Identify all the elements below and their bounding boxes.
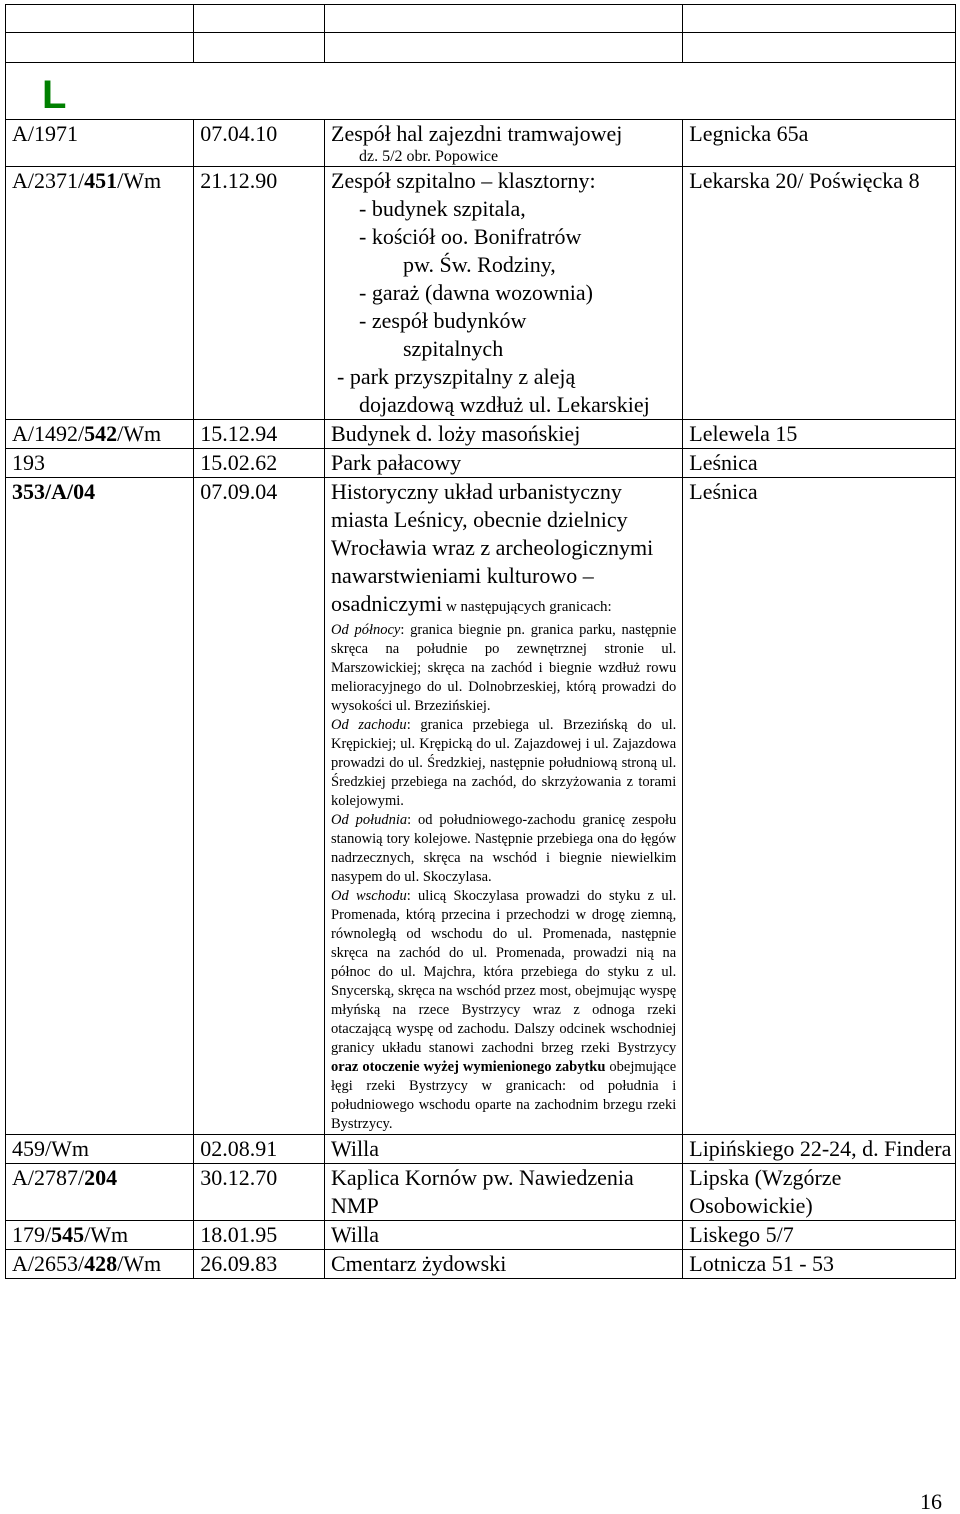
register-number-bold: 204 bbox=[84, 1165, 118, 1190]
object-component-item: pw. Św. Rodziny, bbox=[403, 252, 556, 277]
object-name-cell bbox=[325, 120, 683, 167]
boundary-text: : granica przebiega ul. Brzezińską do ul. Krępickiej; ul. Krępicką do ul. Zajazdowej i ul. Zajazdowa prowadzi do ul. Średzkiej, następnie południową stroną ul. Średzkiej przebiega na zachód, do skrzyżowania z torami kolejowymi. bbox=[331, 717, 677, 809]
register-number-suffix: /Wm bbox=[84, 1222, 129, 1247]
boundary-text: : ulicą Skoczylasa prowadzi do styku z ul. Promenada, którą przecina i przechodzi w drogę ziemną, równoległą od wschodu do ul. Promenada, następnie skręca na zachód do ul. Promenada, prowadzi nią na północ do ul. Majchra, która przebiega do styku z ul. Snycerską, skręca na wschód przez most, obejmując wyspę młyńską na rzece Bystrzycy wraz z odnoga rzeki otaczającą wyspę od zachodu. Dalszy odcinek wschodniej granicy układu stanowi zachodni brzeg rzeki Bystrzycy bbox=[331, 888, 677, 1056]
register-number-bold: 428 bbox=[84, 1251, 118, 1276]
register-number-bold: 542 bbox=[84, 421, 118, 446]
register-number-cell bbox=[6, 449, 194, 478]
register-number-prefix: A/2653/ bbox=[12, 1251, 85, 1276]
section-letter: L bbox=[42, 73, 67, 117]
object-name-cell bbox=[325, 167, 683, 420]
object-name-cell bbox=[325, 478, 683, 1135]
table-row bbox=[6, 167, 956, 420]
date-cell: 26.09.83 bbox=[194, 1250, 325, 1279]
register-number-prefix: 459/Wm bbox=[12, 1136, 89, 1161]
register-number-prefix: 179/ bbox=[12, 1222, 52, 1247]
table-row bbox=[6, 1135, 956, 1164]
address-cell: Liskego 5/7 bbox=[683, 1221, 956, 1250]
register-number-suffix: /Wm bbox=[117, 168, 162, 193]
date-cell: 15.12.94 bbox=[194, 420, 325, 449]
boundary-paragraph bbox=[331, 621, 676, 716]
register-number-cell bbox=[6, 420, 194, 449]
boundary-paragraph bbox=[331, 716, 676, 811]
object-component-item: - garaż (dawna wozownia) bbox=[359, 280, 593, 305]
object-name-cell bbox=[325, 1221, 683, 1250]
object-component-item: szpitalnych bbox=[403, 336, 504, 361]
object-component-item: - budynek szpitala, bbox=[359, 196, 526, 221]
object-name-cell bbox=[325, 420, 683, 449]
register-number-cell bbox=[6, 1135, 194, 1164]
boundary-closing: obejmujące łęgi rzeki Bystrzycy w granicach: od południa i południowego wschodu oparte na zachodnim brzegu rzeki Bystrzycy. bbox=[331, 1059, 677, 1132]
date-cell: 07.04.10 bbox=[194, 120, 325, 167]
object-name: Willa bbox=[331, 1136, 379, 1161]
table-row bbox=[6, 1164, 956, 1221]
object-name-cell bbox=[325, 1250, 683, 1279]
boundary-text: : od południowego-zachodu granicę zespołu stanowią tory kolejowe. Następnie przebiega ona do łęgów nadrzecznych, skręca na wschód i biegnie niewielkim nasypem do ul. Skoczylasa. bbox=[331, 812, 677, 885]
object-name: Park pałacowy bbox=[331, 450, 462, 475]
empty-row bbox=[6, 33, 956, 63]
boundary-direction-label: Od północy bbox=[331, 622, 401, 638]
table-row bbox=[6, 1221, 956, 1250]
object-name-cell bbox=[325, 449, 683, 478]
date-cell: 07.09.04 bbox=[194, 478, 325, 1135]
object-component-item: dojazdową wzdłuż ul. Lekarskiej bbox=[359, 392, 650, 417]
object-name: Zespół hal zajezdni tramwajowej bbox=[331, 121, 623, 146]
address-cell: Leśnica bbox=[683, 478, 956, 1135]
address-cell: Lekarska 20/ Poświęcka 8 bbox=[683, 167, 956, 420]
register-number-bold: 545 bbox=[51, 1222, 85, 1247]
register-number-suffix: /Wm bbox=[117, 421, 162, 446]
object-name-cell bbox=[325, 1164, 683, 1221]
register-number-cell bbox=[6, 167, 194, 420]
register-number-prefix: A/2787/ bbox=[12, 1165, 85, 1190]
register-number-prefix: A/1971 bbox=[12, 121, 78, 146]
register-number-bold: 353/A/04 bbox=[12, 479, 96, 504]
object-name: Willa bbox=[331, 1222, 379, 1247]
boundary-text: : granica biegnie pn. granica parku, następnie skręca na południe po zewnętrznej stronie ul. Marszowickiej; skręca na zachód i biegnie wzdłuż rowu melioracyjnego do ul. Dolnobrzeskiej, którą prowadzi do wysokości ul. Brzezińskiej. bbox=[331, 622, 677, 714]
page-number: 16 bbox=[920, 1489, 942, 1514]
register-number-cell bbox=[6, 1250, 194, 1279]
object-name: Historyczny układ urbanistyczny miasta Leśnicy, obecnie dzielnicy Wrocławia wraz z archeologicznymi nawarstwieniami kulturowo – osadniczymi bbox=[331, 479, 654, 616]
boundary-direction-label: Od zachodu bbox=[331, 717, 407, 733]
address-cell: Lipska (Wzgórze Osobowickie) bbox=[683, 1164, 956, 1221]
boundary-direction-label: Od południa bbox=[331, 812, 408, 828]
register-number-prefix: A/2371/ bbox=[12, 168, 85, 193]
address-cell: Legnicka 65a bbox=[683, 120, 956, 167]
date-cell: 15.02.62 bbox=[194, 449, 325, 478]
address-cell: Leśnica bbox=[683, 449, 956, 478]
table-row bbox=[6, 1250, 956, 1279]
address-cell: Lelewela 15 bbox=[683, 420, 956, 449]
boundary-bold-phrase: oraz otoczenie wyżej wymienionego zabytku bbox=[331, 1059, 606, 1075]
boundary-direction-label: Od wschodu bbox=[331, 888, 407, 904]
register-number-prefix: A/1492/ bbox=[12, 421, 85, 446]
object-name: Cmentarz żydowski bbox=[331, 1251, 507, 1276]
object-name-cell bbox=[325, 1135, 683, 1164]
register-number-suffix: /Wm bbox=[117, 1251, 162, 1276]
object-component-item: - park przyszpitalny z aleją bbox=[337, 364, 576, 389]
register-number-cell bbox=[6, 120, 194, 167]
date-cell: 02.08.91 bbox=[194, 1135, 325, 1164]
address-cell: Lotnicza 51 - 53 bbox=[683, 1250, 956, 1279]
address-cell: Lipińskiego 22-24, d. Findera bbox=[683, 1135, 956, 1164]
empty-row bbox=[6, 5, 956, 33]
register-number-cell bbox=[6, 1221, 194, 1250]
register-number-cell bbox=[6, 478, 194, 1135]
boundary-description bbox=[331, 621, 682, 1134]
letter-row bbox=[6, 63, 956, 120]
date-cell: 18.01.95 bbox=[194, 1221, 325, 1250]
table-row bbox=[6, 478, 956, 1135]
object-name: Kaplica Kornów pw. Nawiedzenia NMP bbox=[331, 1165, 634, 1218]
table-row bbox=[6, 420, 956, 449]
object-component-item: - zespół budynków bbox=[359, 308, 527, 333]
object-name: Budynek d. loży masońskiej bbox=[331, 421, 581, 446]
object-name-tail: w następujących granicach: bbox=[442, 599, 612, 615]
object-component-item: - kościół oo. Bonifratrów bbox=[359, 224, 582, 249]
boundary-paragraph bbox=[331, 811, 676, 887]
date-cell: 30.12.70 bbox=[194, 1164, 325, 1221]
object-name: Zespół szpitalno – klasztorny: bbox=[331, 168, 596, 193]
table-row bbox=[6, 449, 956, 478]
table-row bbox=[6, 120, 956, 167]
register-rows bbox=[6, 120, 956, 1279]
monument-register-table bbox=[5, 4, 956, 1279]
register-number-prefix: 193 bbox=[12, 450, 45, 475]
boundary-paragraph bbox=[331, 887, 676, 1134]
date-cell: 21.12.90 bbox=[194, 167, 325, 420]
register-number-bold: 451 bbox=[84, 168, 118, 193]
object-name-note: dz. 5/2 obr. Popowice bbox=[359, 148, 499, 165]
register-number-cell bbox=[6, 1164, 194, 1221]
